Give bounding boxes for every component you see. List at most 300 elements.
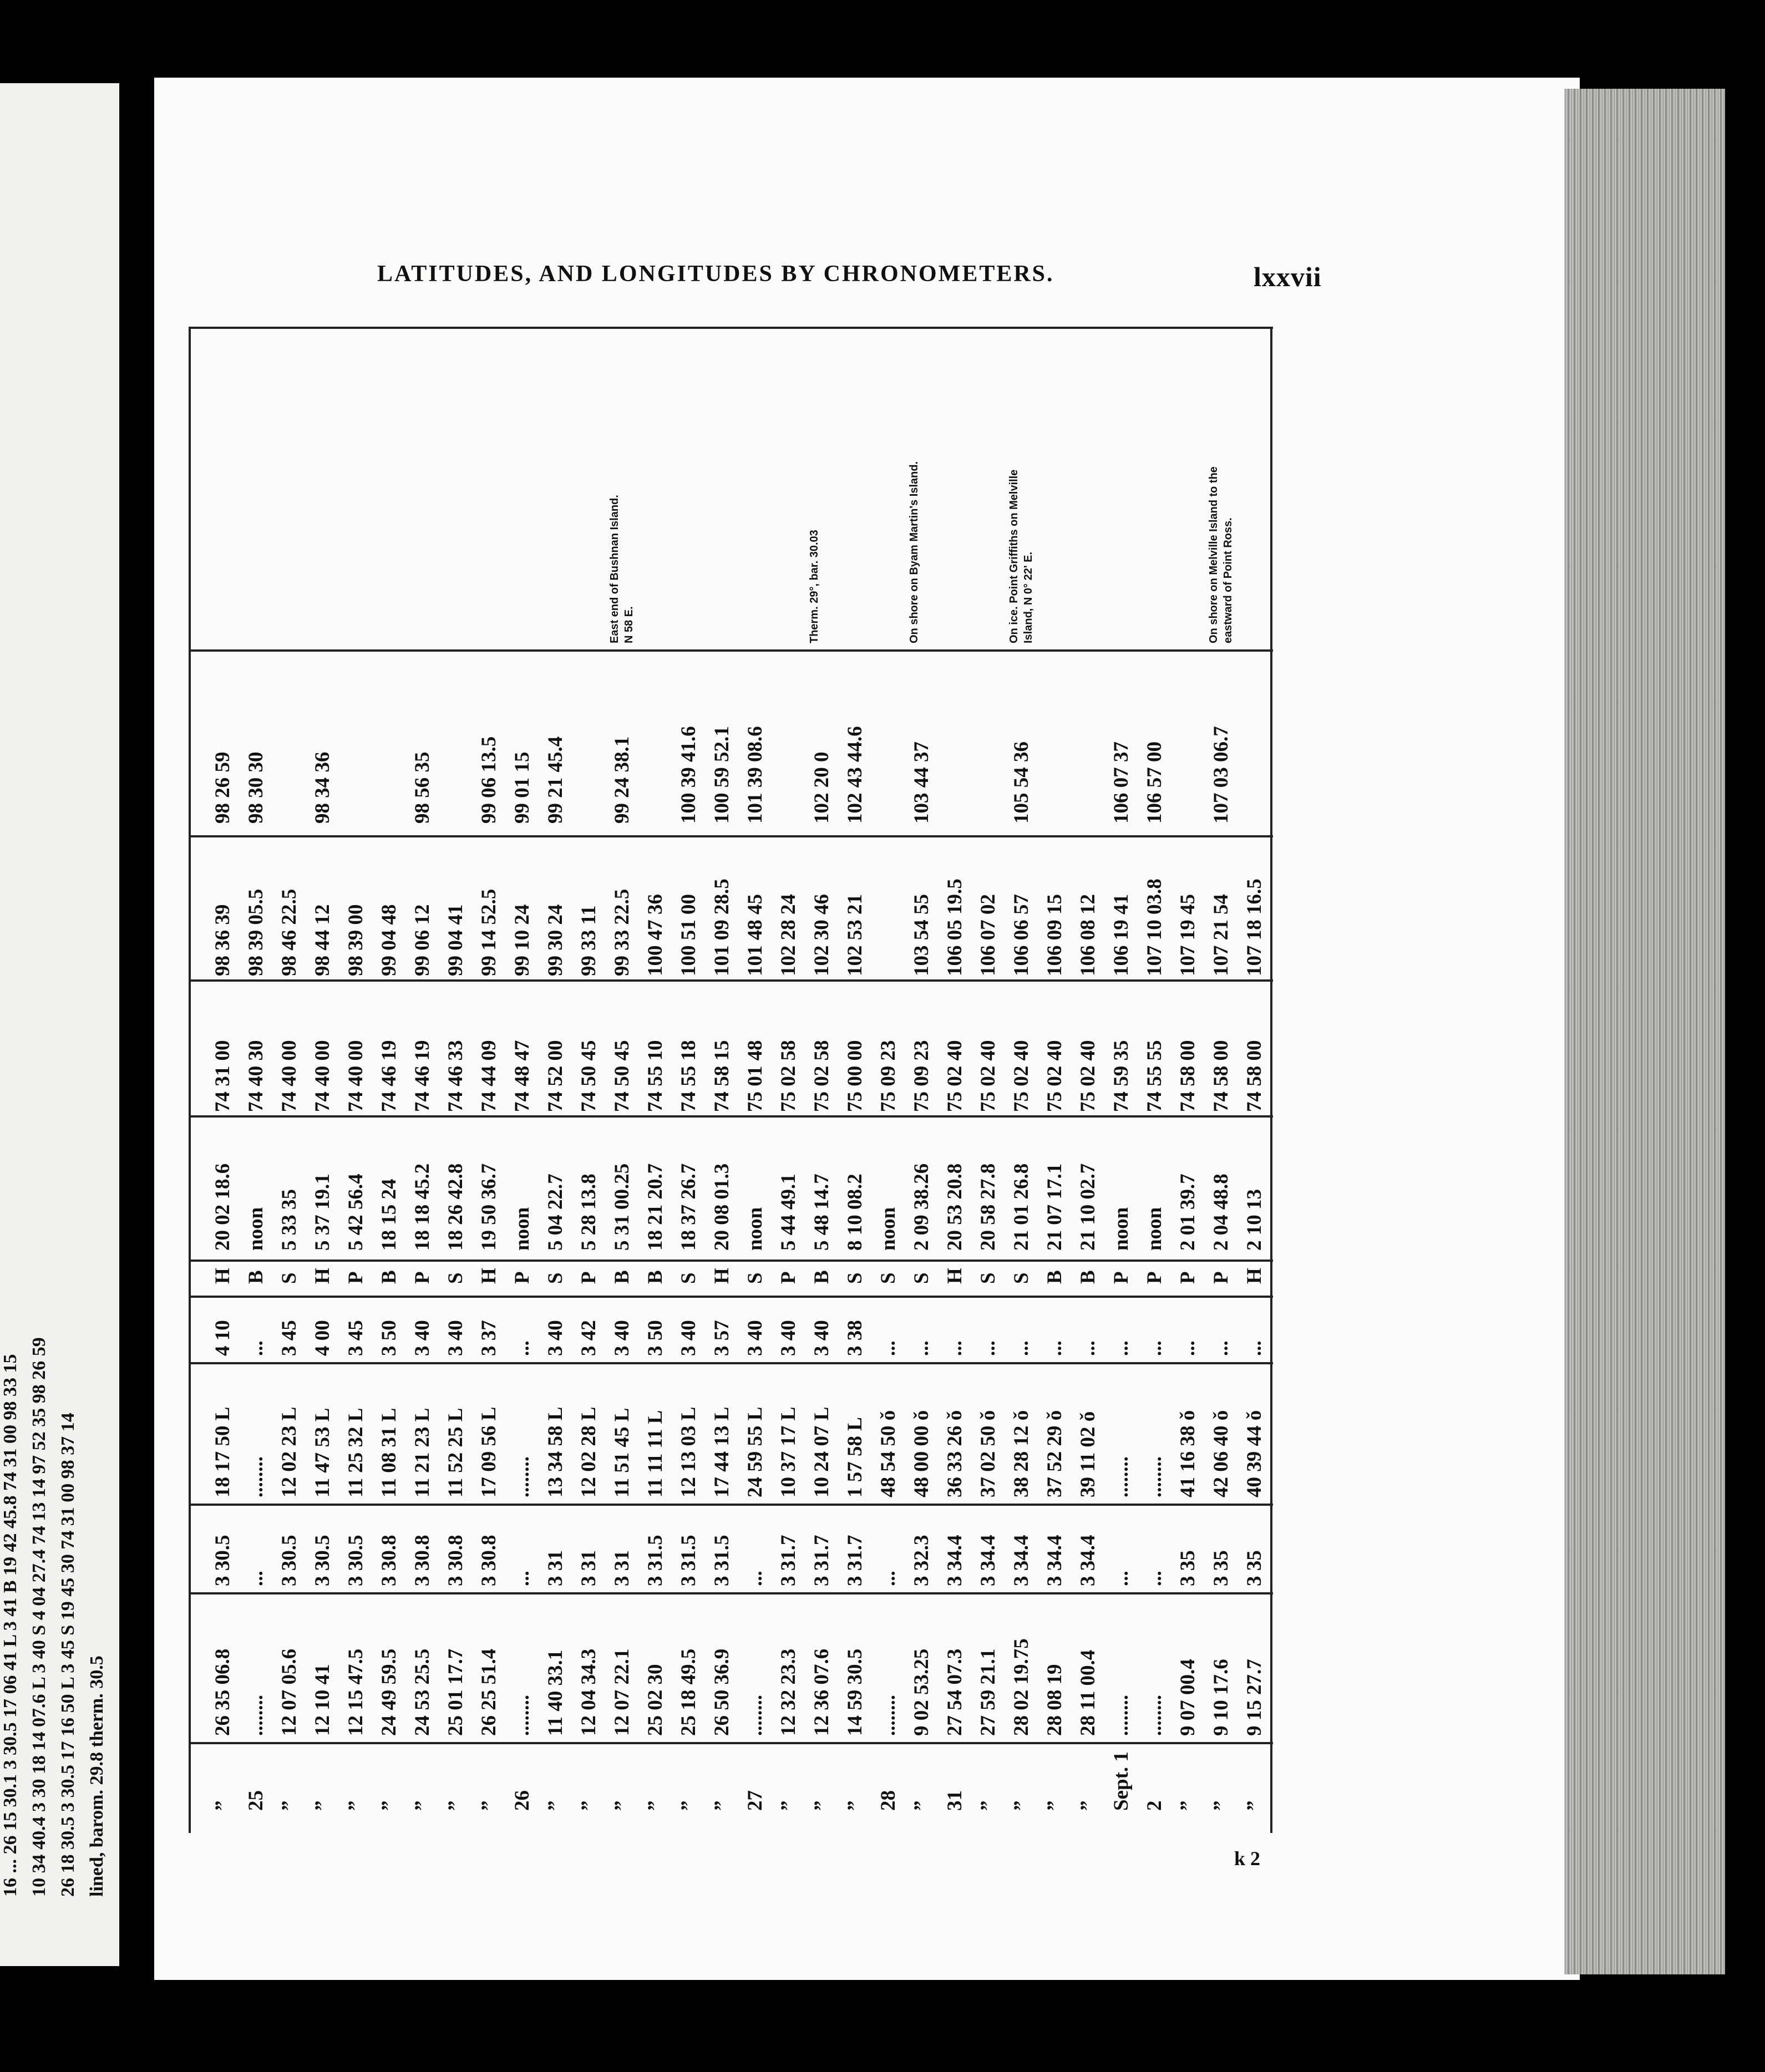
cell-c1: 12 04 34.3 <box>577 1648 600 1736</box>
cell-c8: 107 21 54 <box>1210 894 1233 976</box>
cell-day: ” <box>444 1800 467 1811</box>
cell-c9: 99 24 38.1 <box>611 736 633 824</box>
cell-c6: 2 09 38.26 <box>910 1163 933 1251</box>
cell-c3: 11 47 53 L <box>311 1408 334 1497</box>
cell-c3: 11 51 45 L <box>611 1408 633 1497</box>
cell-c7: 74 46 19 <box>411 1040 434 1112</box>
cell-c7: 74 58 15 <box>711 1040 733 1112</box>
left-fragment-line: 16 ... 26 15 30.1 3 30.5 17 06 41 L 3 41 B 19 42 45.8 74 31 00 98 33 15 <box>0 1354 21 1897</box>
cell-day: 26 <box>511 1790 534 1811</box>
cell-c4: 3 57 <box>711 1320 733 1356</box>
cell-c1: 24 53 25.5 <box>411 1648 434 1736</box>
cell-c5: P <box>344 1271 367 1284</box>
cell-c5: B <box>378 1270 400 1284</box>
cell-c8: 102 53 21 <box>844 894 866 976</box>
remark-note: On shore on Byam Martin's Island. <box>908 461 920 643</box>
cell-c4: ... <box>877 1340 900 1356</box>
cell-day: ” <box>278 1800 301 1811</box>
cell-c7: 74 50 45 <box>577 1040 600 1112</box>
cell-day: ” <box>1176 1800 1199 1811</box>
signature-mark: k 2 <box>1234 1847 1261 1870</box>
cell-c1: 9 02 53.25 <box>910 1648 933 1736</box>
cell-c7: 74 52 00 <box>544 1040 567 1112</box>
cell-c1: 26 25 51.4 <box>478 1648 500 1736</box>
cell-c2: 3 30.8 <box>478 1535 500 1586</box>
cell-c4: ... <box>1176 1340 1199 1356</box>
cell-c5: B <box>1043 1270 1066 1284</box>
cell-c2: ... <box>511 1571 534 1586</box>
cell-c4: 3 40 <box>677 1320 700 1356</box>
cell-c2: 3 34.4 <box>944 1535 966 1586</box>
cell-day: 28 <box>877 1790 900 1811</box>
cell-c8: 107 19 45 <box>1176 894 1199 976</box>
cell-c5: P <box>1176 1271 1199 1284</box>
cell-c7: 75 09 23 <box>877 1040 900 1112</box>
cell-day: ” <box>844 1800 866 1811</box>
cell-c2: 3 30.8 <box>411 1535 434 1586</box>
cell-c7: 74 48 47 <box>511 1040 534 1112</box>
cell-c1: 25 02 30 <box>644 1664 667 1736</box>
cell-c7: 74 58 00 <box>1210 1040 1233 1112</box>
cell-c8: 98 46 22.5 <box>278 888 301 976</box>
observations-table <box>189 327 1273 1833</box>
cell-c5: B <box>810 1270 833 1284</box>
cell-c4: 3 40 <box>777 1320 800 1356</box>
cell-c2: 3 30.8 <box>444 1535 467 1586</box>
cell-c8: 99 30 24 <box>544 904 567 976</box>
cell-c9: 105 54 36 <box>1010 742 1033 824</box>
left-fragment-line: 26 18 30.5 3 30.5 17 16 50 L 3 45 S 19 45 30 74 31 00 98 37 14 <box>58 1413 78 1897</box>
cell-c6: 5 44 49.1 <box>777 1174 800 1251</box>
cell-c6: 5 37 19.1 <box>311 1174 334 1251</box>
cell-day: ” <box>1243 1800 1266 1811</box>
cell-c9: 99 06 13.5 <box>478 736 500 824</box>
cell-c8: 99 04 48 <box>378 904 400 976</box>
left-fragment-line: lined, barom. 29.8 therm. 30.5 <box>87 1655 107 1897</box>
cell-c8: 107 18 16.5 <box>1243 878 1266 976</box>
cell-c4: 4 10 <box>211 1320 234 1356</box>
cell-c2: 3 31 <box>577 1550 600 1586</box>
cell-day: ” <box>1210 1800 1233 1811</box>
cell-c6: 21 07 17.1 <box>1043 1163 1066 1251</box>
remark-note: East end of Bushnan Island. N 58 E. <box>608 495 635 643</box>
cell-c5: P <box>1110 1271 1133 1284</box>
cell-c2: 3 34.4 <box>977 1535 1000 1586</box>
cell-c9: 99 21 45.4 <box>544 736 567 824</box>
cell-c5: B <box>245 1270 267 1284</box>
cell-c1: ........ <box>877 1695 900 1736</box>
cell-c5: P <box>577 1271 600 1284</box>
cell-c2: 3 31.7 <box>777 1535 800 1586</box>
cell-c6: 5 31 00.25 <box>611 1163 633 1251</box>
cell-c8: 106 05 19.5 <box>944 878 966 976</box>
cell-day: ” <box>478 1800 500 1811</box>
cell-c2: ... <box>744 1571 767 1586</box>
left-page-text <box>0 250 115 1913</box>
cell-c6: 5 04 22.7 <box>544 1174 567 1251</box>
cell-c5: B <box>644 1270 667 1284</box>
cell-c1: 27 59 21.1 <box>977 1648 1000 1736</box>
cell-c8: 107 10 03.8 <box>1143 878 1166 976</box>
cell-c2: 3 35 <box>1176 1550 1199 1586</box>
cell-c7: 75 02 40 <box>1043 1040 1066 1112</box>
cell-c2: ... <box>245 1571 267 1586</box>
cell-c7: 75 02 40 <box>944 1040 966 1112</box>
cell-c3: 12 13 03 L <box>677 1406 700 1497</box>
cell-c7: 74 40 30 <box>245 1040 267 1112</box>
cell-day: ” <box>411 1800 434 1811</box>
cell-c4: 3 50 <box>644 1320 667 1356</box>
cell-c1: 9 15 27.7 <box>1243 1659 1266 1736</box>
cell-c7: 75 01 48 <box>744 1040 767 1112</box>
cell-c6: 2 10 13 <box>1243 1189 1266 1251</box>
cell-c3: 1 57 58 L <box>844 1417 866 1497</box>
table-row <box>1237 327 1279 1833</box>
cell-c6: 18 15 24 <box>378 1179 400 1251</box>
cell-c1: 28 02 19.75 <box>1010 1638 1033 1736</box>
cell-day: ” <box>1077 1800 1099 1811</box>
cell-c6: 2 01 39.7 <box>1176 1174 1199 1251</box>
cell-day: ” <box>910 1800 933 1811</box>
cell-c8: 103 54 55 <box>910 894 933 976</box>
cell-c5: H <box>944 1268 966 1284</box>
cell-c5: S <box>444 1272 467 1284</box>
cell-c1: ........ <box>1143 1695 1166 1736</box>
cell-c9: 100 59 52.1 <box>711 726 733 824</box>
cell-c3: 42 06 40 ǒ <box>1210 1410 1233 1497</box>
cell-c9: 101 39 08.6 <box>744 726 767 824</box>
cell-c4: ... <box>1077 1340 1099 1356</box>
cell-c3: 11 52 25 L <box>444 1408 467 1497</box>
cell-c8: 99 33 11 <box>577 905 600 976</box>
cell-c2: 3 31.7 <box>810 1535 833 1586</box>
cell-day: ” <box>311 1800 334 1811</box>
cell-day: ” <box>677 1800 700 1811</box>
cell-c2: 3 35 <box>1243 1550 1266 1586</box>
cell-c2: 3 34.4 <box>1043 1535 1066 1586</box>
cell-c7: 74 31 00 <box>211 1040 234 1112</box>
cell-c2: 3 32.3 <box>910 1535 933 1586</box>
cell-c4: 3 40 <box>810 1320 833 1356</box>
cell-c5: B <box>611 1270 633 1284</box>
cell-c5: B <box>1077 1270 1099 1284</box>
cell-c1: ........ <box>245 1695 267 1736</box>
cell-c8: 102 28 24 <box>777 894 800 976</box>
cell-c1: 25 18 49.5 <box>677 1648 700 1736</box>
cell-day: ” <box>810 1800 833 1811</box>
cell-c2: 3 34.4 <box>1077 1535 1099 1586</box>
cell-c3: 12 02 28 L <box>577 1406 600 1497</box>
cell-c5: S <box>677 1272 700 1284</box>
cell-c8: 98 39 05.5 <box>245 888 267 976</box>
cell-c9: 107 03 06.7 <box>1210 726 1233 824</box>
cell-c6: noon <box>744 1207 767 1251</box>
cell-c6: 5 42 56.4 <box>344 1174 367 1251</box>
cell-c4: 3 50 <box>378 1320 400 1356</box>
cell-day: 31 <box>944 1790 966 1811</box>
cell-c7: 74 40 00 <box>278 1040 301 1112</box>
cell-c9: 99 01 15 <box>511 751 534 824</box>
cell-c7: 74 40 00 <box>311 1040 334 1112</box>
cell-c6: 18 21 20.7 <box>644 1163 667 1251</box>
cell-c6: 8 10 08.2 <box>844 1174 866 1251</box>
cell-c3: 17 09 56 L <box>478 1406 500 1497</box>
cell-c1: 24 49 59.5 <box>378 1648 400 1736</box>
cell-c5: H <box>711 1268 733 1284</box>
cell-c1: 9 07 00.4 <box>1176 1659 1199 1736</box>
cell-c8: 106 08 12 <box>1077 894 1099 976</box>
cell-day: ” <box>1043 1800 1066 1811</box>
cell-c8: 99 10 24 <box>511 904 534 976</box>
cell-c4: 3 40 <box>611 1320 633 1356</box>
cell-c1: 9 10 17.6 <box>1210 1659 1233 1736</box>
cell-day: ” <box>344 1800 367 1811</box>
cell-c7: 74 55 18 <box>677 1040 700 1112</box>
cell-c2: 3 30.5 <box>344 1535 367 1586</box>
cell-c8: 99 14 52.5 <box>478 888 500 976</box>
cell-c7: 74 40 00 <box>344 1040 367 1112</box>
cell-c7: 74 50 45 <box>611 1040 633 1112</box>
cell-c6: 2 04 48.8 <box>1210 1174 1233 1251</box>
cell-c4: ... <box>977 1340 1000 1356</box>
cell-c2: 3 31.5 <box>644 1535 667 1586</box>
cell-c8: 106 06 57 <box>1010 894 1033 976</box>
cell-c9: 102 43 44.6 <box>844 726 866 824</box>
cell-c1: 12 07 22.1 <box>611 1648 633 1736</box>
cell-c5: P <box>777 1271 800 1284</box>
cell-c2: 3 31.5 <box>677 1535 700 1586</box>
cell-c3: 48 00 00 ǒ <box>910 1410 933 1497</box>
cell-day: 2 <box>1143 1800 1166 1811</box>
rotated-table <box>189 327 1273 1833</box>
cell-c1: ........ <box>511 1695 534 1736</box>
remark-note: On shore on Melville Island to the eastward of Point Ross. <box>1208 466 1234 643</box>
cell-c1: 11 40 33.1 <box>544 1649 567 1736</box>
cell-c8: 100 47 36 <box>644 894 667 976</box>
cell-c3: 13 34 58 L <box>544 1406 567 1497</box>
cell-c9: 98 26 59 <box>211 751 234 824</box>
cell-c9: 98 34 36 <box>311 751 334 824</box>
cell-c5: H <box>311 1268 334 1284</box>
cell-c7: 74 58 00 <box>1243 1040 1266 1112</box>
cell-day: ” <box>577 1800 600 1811</box>
cell-c9: 106 07 37 <box>1110 742 1133 824</box>
cell-c5: H <box>1243 1268 1266 1284</box>
cell-c4: 3 40 <box>411 1320 434 1356</box>
cell-c4: 3 40 <box>444 1320 467 1356</box>
cell-c4: ... <box>910 1340 933 1356</box>
cell-c9: 98 30 30 <box>245 751 267 824</box>
cell-c7: 75 09 23 <box>910 1040 933 1112</box>
cell-c6: 18 18 45.2 <box>411 1163 434 1251</box>
cell-c3: 17 44 13 L <box>711 1406 733 1497</box>
cell-c8: 99 04 41 <box>444 904 467 976</box>
cell-c8: 99 33 22.5 <box>611 888 633 976</box>
cell-c2: 3 31.5 <box>711 1535 733 1586</box>
cell-c8: 98 36 39 <box>211 904 234 976</box>
cell-c6: noon <box>245 1207 267 1251</box>
cell-c7: 74 59 35 <box>1110 1040 1133 1112</box>
cell-c2: ... <box>1143 1571 1166 1586</box>
cell-c8: 101 48 45 <box>744 894 767 976</box>
cell-c4: ... <box>245 1340 267 1356</box>
cell-c4: 3 45 <box>344 1320 367 1356</box>
cell-c3: 36 33 26 ǒ <box>944 1410 966 1497</box>
cell-c4: ... <box>1010 1340 1033 1356</box>
cell-c4: 3 37 <box>478 1320 500 1356</box>
cell-c4: ... <box>944 1340 966 1356</box>
cell-c3: ........ <box>245 1456 267 1497</box>
cell-c6: 5 28 13.8 <box>577 1174 600 1251</box>
cell-c2: 3 30.5 <box>311 1535 334 1586</box>
cell-c3: 10 24 07 L <box>810 1406 833 1497</box>
cell-day: ” <box>611 1800 633 1811</box>
cell-c2: ... <box>877 1571 900 1586</box>
cell-c8: 106 19 41 <box>1110 894 1133 976</box>
cell-c8: 99 06 12 <box>411 904 434 976</box>
cell-c1: 12 32 23.3 <box>777 1648 800 1736</box>
cell-c6: noon <box>1110 1207 1133 1251</box>
cell-c8: 106 07 02 <box>977 894 1000 976</box>
cell-c3: 41 16 38 ǒ <box>1176 1410 1199 1497</box>
cell-c3: 37 52 29 ǒ <box>1043 1410 1066 1497</box>
cell-c3: 37 02 50 ǒ <box>977 1410 1000 1497</box>
cell-c7: 75 02 40 <box>1077 1040 1099 1112</box>
cell-c2: 3 31.7 <box>844 1535 866 1586</box>
cell-c4: ... <box>511 1340 534 1356</box>
cell-c3: 18 17 50 L <box>211 1406 234 1497</box>
cell-c2: 3 34.4 <box>1010 1535 1033 1586</box>
cell-c4: 4 00 <box>311 1320 334 1356</box>
cell-c1: 12 36 07.6 <box>810 1648 833 1736</box>
cell-c7: 74 55 55 <box>1143 1040 1166 1112</box>
cell-c1: ........ <box>1110 1695 1133 1736</box>
cell-c1: 25 01 17.7 <box>444 1648 467 1736</box>
cell-c4: 3 40 <box>544 1320 567 1356</box>
cell-day: ” <box>1010 1800 1033 1811</box>
cell-day: Sept. 1 <box>1110 1751 1133 1811</box>
cell-c1: 28 08 19 <box>1043 1664 1066 1736</box>
cell-c7: 75 02 40 <box>1010 1040 1033 1112</box>
cell-c1: 14 59 30.5 <box>844 1648 866 1736</box>
cell-c1: 27 54 07.3 <box>944 1648 966 1736</box>
cell-c1: ........ <box>744 1695 767 1736</box>
cell-c2: ... <box>1110 1571 1133 1586</box>
cell-c3: 11 21 23 L <box>411 1408 434 1497</box>
cell-day: 27 <box>744 1790 767 1811</box>
cell-c6: 5 48 14.7 <box>810 1174 833 1251</box>
cell-c7: 74 58 00 <box>1176 1040 1199 1112</box>
cell-c3: ........ <box>1143 1456 1166 1497</box>
cell-c6: noon <box>877 1207 900 1251</box>
cell-day: ” <box>711 1800 733 1811</box>
cell-c7: 75 02 58 <box>777 1040 800 1112</box>
cell-c2: 3 31 <box>544 1550 567 1586</box>
cell-c1: 28 11 00.4 <box>1077 1649 1099 1736</box>
cell-c2: 3 35 <box>1210 1550 1233 1586</box>
left-page-fragment <box>0 83 119 1966</box>
cell-c4: 3 42 <box>577 1320 600 1356</box>
cell-c4: ... <box>1210 1340 1233 1356</box>
cell-c4: ... <box>1110 1340 1133 1356</box>
cell-c4: ... <box>1043 1340 1066 1356</box>
cell-c2: 3 30.8 <box>378 1535 400 1586</box>
cell-c7: 74 46 19 <box>378 1040 400 1112</box>
cell-c1: 26 35 06.8 <box>211 1648 234 1736</box>
cell-day: ” <box>211 1800 234 1811</box>
cell-c3: 11 11 11 L <box>644 1410 667 1497</box>
page-block-edge <box>1564 89 1725 1974</box>
cell-c5: P <box>1210 1271 1233 1284</box>
cell-c6: 20 02 18.6 <box>211 1163 234 1251</box>
cell-c8: 100 51 00 <box>677 894 700 976</box>
cell-c6: noon <box>1143 1207 1166 1251</box>
cell-day: ” <box>644 1800 667 1811</box>
cell-c5: P <box>1143 1271 1166 1284</box>
cell-c7: 75 02 58 <box>810 1040 833 1112</box>
cell-c5: S <box>844 1272 866 1284</box>
cell-c8: 106 09 15 <box>1043 894 1066 976</box>
cell-c5: S <box>910 1272 933 1284</box>
cell-c6: 20 53 20.8 <box>944 1163 966 1251</box>
cell-c6: 18 37 26.7 <box>677 1163 700 1251</box>
cell-c2: 3 30.5 <box>211 1535 234 1586</box>
cell-c3: 10 37 17 L <box>777 1406 800 1497</box>
cell-c1: 12 15 47.5 <box>344 1648 367 1736</box>
cell-c5: S <box>278 1272 301 1284</box>
cell-c7: 74 55 10 <box>644 1040 667 1112</box>
cell-c3: 24 59 55 L <box>744 1406 767 1497</box>
cell-c1: 26 50 36.9 <box>711 1648 733 1736</box>
cell-day: ” <box>777 1800 800 1811</box>
cell-c1: 12 07 05.6 <box>278 1648 301 1736</box>
cell-c2: 3 31 <box>611 1550 633 1586</box>
cell-c4: 3 40 <box>744 1320 767 1356</box>
cell-day: ” <box>544 1800 567 1811</box>
cell-c7: 74 46 33 <box>444 1040 467 1112</box>
cell-c9: 100 39 41.6 <box>677 726 700 824</box>
cell-c5: P <box>511 1271 534 1284</box>
cell-c5: S <box>744 1272 767 1284</box>
cell-c4: ... <box>1143 1340 1166 1356</box>
cell-c1: 12 10 41 <box>311 1664 334 1736</box>
page-number: lxxvii <box>1254 261 1322 292</box>
cell-c2: 3 30.5 <box>278 1535 301 1586</box>
left-fragment-line: 10 34 40.4 3 30 18 14 07.6 L 3 40 S 4 04 27.4 74 13 14 97 52 35 98 26 59 <box>29 1337 49 1897</box>
cell-c7: 75 02 40 <box>977 1040 1000 1112</box>
cell-c9: 98 56 35 <box>411 751 434 824</box>
cell-c5: S <box>1010 1272 1033 1284</box>
cell-c4: ... <box>1243 1340 1266 1356</box>
cell-c6: noon <box>511 1207 534 1251</box>
remark-note: On ice. Point Griffiths on Melville Island, N 0° 22' E. <box>1008 469 1034 643</box>
cell-c5: H <box>478 1268 500 1284</box>
cell-c8: 98 44 12 <box>311 904 334 976</box>
running-head: LATITUDES, AND LONGITUDES BY CHRONOMETERS. <box>377 261 1054 287</box>
cell-c3: 11 25 32 L <box>344 1408 367 1497</box>
cell-c3: ........ <box>511 1456 534 1497</box>
table-border-top <box>189 327 191 1833</box>
cell-c3: 40 39 44 ǒ <box>1243 1410 1266 1497</box>
cell-day: 25 <box>245 1790 267 1811</box>
cell-c5: S <box>877 1272 900 1284</box>
cell-c9: 103 44 37 <box>910 742 933 824</box>
cell-c3: 38 28 12 ǒ <box>1010 1410 1033 1497</box>
cell-c6: 19 50 36.7 <box>478 1163 500 1251</box>
cell-c6: 21 10 02.7 <box>1077 1163 1099 1251</box>
cell-c8: 101 09 28.5 <box>711 878 733 976</box>
cell-c9: 102 20 0 <box>810 751 833 824</box>
